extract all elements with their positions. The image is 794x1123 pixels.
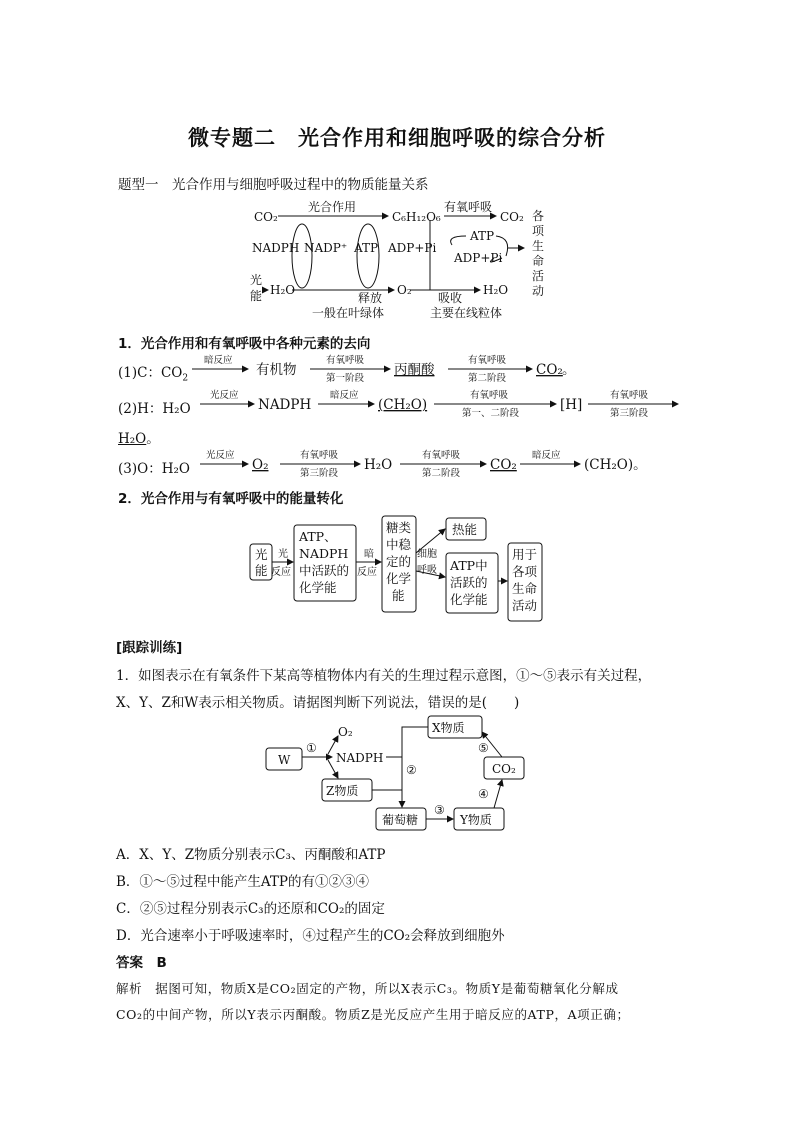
carbon-pyruvate: 丙酮酸 <box>394 362 435 378</box>
hydrogen-h: [H] <box>560 397 583 413</box>
light-2: 能 <box>250 289 263 303</box>
carbon-prefix: (1)C：$CO_2$ <box>118 365 189 384</box>
dark-reaction-1: 暗 <box>364 549 374 560</box>
life-4: 命 <box>532 254 545 268</box>
q2-heading: 2．光合作用与有氧呼吸中的能量转化 <box>118 491 344 507</box>
hydrogen-a3-top: 有氧呼吸 <box>470 390 509 401</box>
hydrogen-a2: 暗反应 <box>330 390 359 401</box>
box2-line2: NADPH <box>299 546 349 561</box>
o2-label: O₂ <box>338 725 353 739</box>
z-label: Z物质 <box>326 784 359 798</box>
n1-label: ① <box>306 741 317 755</box>
hydrogen-a4-bottom: 第三阶段 <box>610 408 649 419</box>
light-reaction-2: 反应 <box>271 567 291 578</box>
oxygen-a4: 暗反应 <box>532 450 561 461</box>
life-6: 动 <box>532 284 545 298</box>
box3-line2: 中稳 <box>386 537 412 552</box>
option-c: C．②⑤过程分别表示C₃的还原和CO₂的固定 <box>116 901 385 917</box>
carbon-arrows <box>180 352 600 388</box>
oxygen-a3-top: 有氧呼吸 <box>422 450 461 461</box>
option-d: D．光合速率小于呼吸速率时，④过程产生的CO₂会释放到细胞外 <box>116 928 505 944</box>
oxygen-a2-bottom: 第三阶段 <box>300 468 339 479</box>
photosynthesis-respiration-diagram <box>240 198 560 324</box>
life-5: 活 <box>532 269 545 283</box>
photosynthesis-label: 光合作用 <box>308 200 357 214</box>
glucose-label: 葡萄糖 <box>382 813 419 827</box>
co2-left: CO₂ <box>254 210 278 224</box>
absorb-label: 吸收 <box>438 291 463 305</box>
oxygen-prefix: (3)O：H₂O <box>118 461 190 477</box>
analysis-line2: CO₂的中间产物，所以Y表示丙酮酸。物质Z是光反应产生用于暗反应的ATP，A项正确； <box>116 1007 630 1022</box>
carbon-a2-bottom: 第一阶段 <box>326 373 365 384</box>
carbon-organic: 有机物 <box>256 362 297 378</box>
box6-line3: 生命 <box>512 581 538 596</box>
option-a: A．X、Y、Z物质分别表示C₃、丙酮酸和ATP <box>116 847 386 863</box>
adp-pi2: ADP+Pi <box>454 251 503 265</box>
box3-line5: 能 <box>392 588 405 603</box>
x-label: X物质 <box>432 721 465 735</box>
carbon-end: 。 <box>562 362 576 378</box>
box3-line4: 化学 <box>386 571 412 586</box>
h2o-left: H₂O <box>270 283 296 297</box>
light-energy-1: 光 <box>255 547 268 562</box>
carbon-a3-top: 有氧呼吸 <box>468 355 507 366</box>
life-1: 各 <box>532 209 545 223</box>
glucose: C₆H₁₂O₆ <box>392 210 441 224</box>
n4-label: ④ <box>478 787 489 801</box>
section-heading: 题型一 光合作用与细胞呼吸过程中的物质能量关系 <box>118 177 429 193</box>
box6-line4: 活动 <box>512 598 538 613</box>
carbon-a1: 暗反应 <box>204 355 233 366</box>
carbon-a3-bottom: 第二阶段 <box>468 373 507 384</box>
tracking-heading: [跟踪训练] <box>116 640 183 656</box>
chloroplast-label: 一般在叶绿体 <box>312 306 385 320</box>
cycle-nadph <box>292 224 312 288</box>
w-label: W <box>278 753 291 767</box>
box2-line4: 化学能 <box>299 580 337 595</box>
nadp: NADP⁺ <box>304 241 348 255</box>
adp-pi: ADP+Pi <box>388 241 437 255</box>
oxygen-ch2o: (CH₂O)。 <box>584 457 647 473</box>
option-b: B．①～⑤过程中能产生ATP的有①②③④ <box>116 874 370 890</box>
box5-line1: ATP中 <box>450 558 488 573</box>
analysis-line1: 解析 据图可知，物质X是CO₂固定的产物，所以X表示C₃。物质Y是葡萄糖氧化分解成 <box>116 981 619 996</box>
oxygen-h2o: H₂O <box>364 457 393 473</box>
oxygen-o2: O₂ <box>252 457 269 473</box>
dark-reaction-2: 反应 <box>357 567 377 578</box>
mitochondria-label: 主要在线粒体 <box>430 306 503 320</box>
h2o-right: H₂O <box>483 283 509 297</box>
box2-line1: ATP、 <box>299 529 337 544</box>
question-line2: X、Y、Z和W表示相关物质。请据图判断下列说法，错误的是( ) <box>116 695 520 711</box>
n5-label: ⑤ <box>478 741 489 755</box>
release-label: 释放 <box>358 291 383 305</box>
co2-right: CO₂ <box>500 210 524 224</box>
hydrogen-a1: 光反应 <box>210 390 239 401</box>
hydrogen-prefix: (2)H：H₂O <box>118 401 191 417</box>
oxygen-a1: 光反应 <box>206 450 235 461</box>
arrow-4 <box>494 780 502 808</box>
box3-line1: 糖类 <box>386 520 412 535</box>
hydrogen-a3-bottom: 第一、二阶段 <box>462 408 520 419</box>
co2-label: CO₂ <box>492 762 516 776</box>
oxygen-arrows <box>190 448 680 484</box>
respiration-2: 呼吸 <box>417 565 437 576</box>
box6-line2: 各项 <box>512 564 538 579</box>
nadph: NADPH <box>252 241 300 255</box>
respiration-1: 细胞 <box>417 549 437 560</box>
box6-line1: 用于 <box>512 547 538 562</box>
light-energy-2: 能 <box>255 563 268 578</box>
cycle-atp <box>357 224 379 288</box>
box5-line2: 活跃的 <box>450 575 488 590</box>
answer: 答案 B <box>116 955 167 971</box>
hydrogen-a4-top: 有氧呼吸 <box>610 390 649 401</box>
nadph-label: NADPH <box>336 751 384 765</box>
process-diagram <box>262 712 532 832</box>
question-line1: 1．如图表示在有氧条件下某高等植物体内有关的生理过程示意图，①～⑤表示有关过程， <box>116 668 652 684</box>
oxygen-a3-bottom: 第二阶段 <box>422 468 461 479</box>
atp2: ATP <box>470 229 495 243</box>
life-2: 项 <box>532 224 545 238</box>
n2-label: ② <box>406 763 417 777</box>
oxygen-co2: CO₂ <box>490 457 517 473</box>
page-title: 微专题二 光合作用和细胞呼吸的综合分析 <box>188 126 606 150</box>
hydrogen-end: H₂O。 <box>118 431 160 447</box>
oxygen-a2-top: 有氧呼吸 <box>300 450 339 461</box>
carbon-a2-top: 有氧呼吸 <box>326 355 365 366</box>
box2-line3: 中活跃的 <box>299 563 350 578</box>
life-3: 生 <box>532 239 545 253</box>
box5-line3: 化学能 <box>450 592 488 607</box>
hydrogen-nadph: NADPH <box>258 397 312 413</box>
energy-flow-diagram <box>246 513 546 623</box>
carbon-co2: CO₂ <box>536 362 563 378</box>
light-reaction-1: 光 <box>278 549 288 560</box>
hydrogen-arrows <box>190 388 684 424</box>
aerobic-label: 有氧呼吸 <box>444 200 493 214</box>
y-label: Y物质 <box>460 813 492 827</box>
heat-label: 热能 <box>452 522 478 537</box>
light-1: 光 <box>250 273 263 287</box>
hydrogen-ch2o: (CH₂O) <box>378 397 428 413</box>
o2: O₂ <box>397 283 412 297</box>
n3-label: ③ <box>434 803 445 817</box>
q1-heading: 1．光合作用和有氧呼吸中各种元素的去向 <box>118 336 371 352</box>
atp: ATP <box>354 241 379 255</box>
box3-line3: 定的 <box>386 554 412 569</box>
